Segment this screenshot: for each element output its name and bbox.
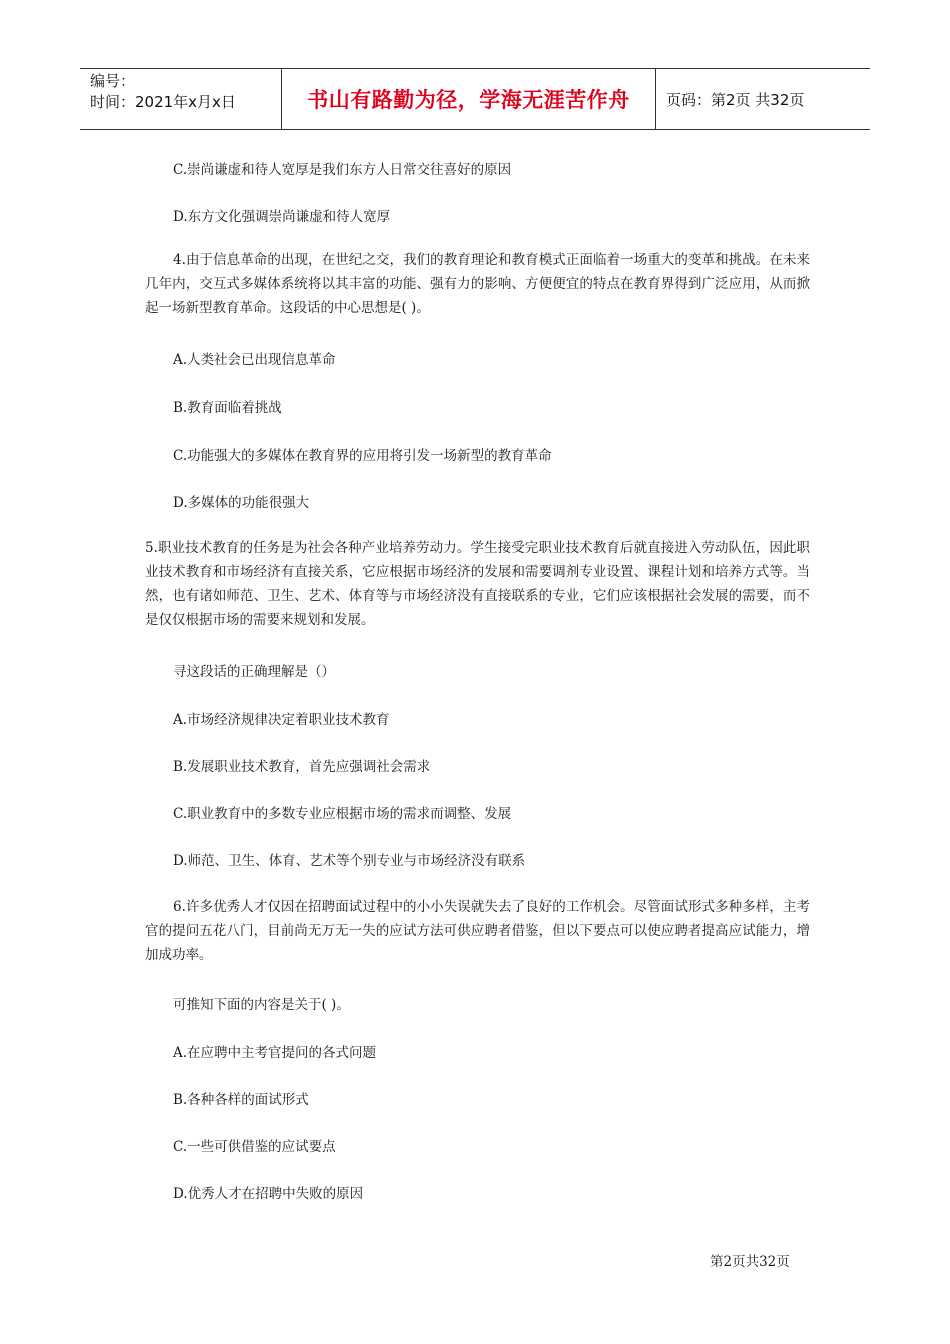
q4-stem: 4.由于信息革命的出现，在世纪之交，我们的教育理论和教育模式正面临着一场重大的变革和挑战。在未来几年内，交互式多媒体系统将以其丰富的功能、强有力的影响、方便便宜的特点在教育界得到广泛应用，从而掀起一场新型教育革命。这段话的中心思想是( )。 [145,252,810,316]
q4-option-c: C.功能强大的多媒体在教育界的应用将引发一场新型的教育革命 [173,448,552,464]
q3-option-c: C.崇尚谦虚和待人宽厚是我们东方人日常交往喜好的原因 [173,162,512,178]
page-header [80,68,870,130]
q4-option-b: B.教育面临着挑战 [173,400,282,416]
q6-option-b: B.各种各样的面试形式 [173,1092,309,1108]
q6-option-d: D.优秀人才在招聘中失败的原因 [173,1186,364,1202]
q3-option-d: D.东方文化强调崇尚谦虚和待人宽厚 [173,209,391,225]
page-footer-number: 第2页共32页 [710,1254,790,1270]
q4-option-a: A.人类社会已出现信息革命 [173,352,336,368]
q6-option-c: C.一些可供借鉴的应试要点 [173,1139,336,1155]
q6-question: 可推知下面的内容是关于( )。 [173,997,350,1013]
document-time-label: 时间：2021年x月x日 [90,93,236,111]
q5-option-b: B.发展职业技术教育，首先应强调社会需求 [173,759,431,775]
q5-option-d: D.师范、卫生、体育、艺术等个别专业与市场经济没有联系 [173,853,526,869]
q5-stem: 5.职业技术教育的任务是为社会各种产业培养劳动力。学生接受完职业技术教育后就直接进入劳动队伍，因此职业技术教育和市场经济有直接关系，它应根据市场经济的发展和需要调剂专业设置、课程计划和培养方式等。当然，也有诸如师范、卫生、艺术、体育等与市场经济没有直接联系的专业，它们应该根据社会发展的需要，而不是仅仅根据市场的需要来规划和发展。 [145,540,810,628]
document-number-label: 编号： [90,72,136,90]
q5-question: 寻这段话的正确理解是（） [173,664,335,680]
q6-option-a: A.在应聘中主考官提问的各式问题 [173,1045,377,1061]
q5-option-a: A.市场经济规律决定着职业技术教育 [173,712,390,728]
q4-option-d: D.多媒体的功能很强大 [173,495,310,511]
header-page-label: 页码：第2页 共32页 [666,90,805,109]
q6-stem: 6.许多优秀人才仅因在招聘面试过程中的小小失误就失去了良好的工作机会。尽管面试形式多种多样，主考官的提问五花八门，目前尚无万无一失的应试方法可供应聘者借鉴，但以下要点可以使应聘者提高应试能力，增加成功率。 [145,899,810,963]
header-slogan: 书山有路勤为径，学海无涯苦作舟 [282,69,656,129]
q5-option-c: C.职业教育中的多数专业应根据市场的需求而调整、发展 [173,806,512,822]
header-meta [80,69,282,129]
